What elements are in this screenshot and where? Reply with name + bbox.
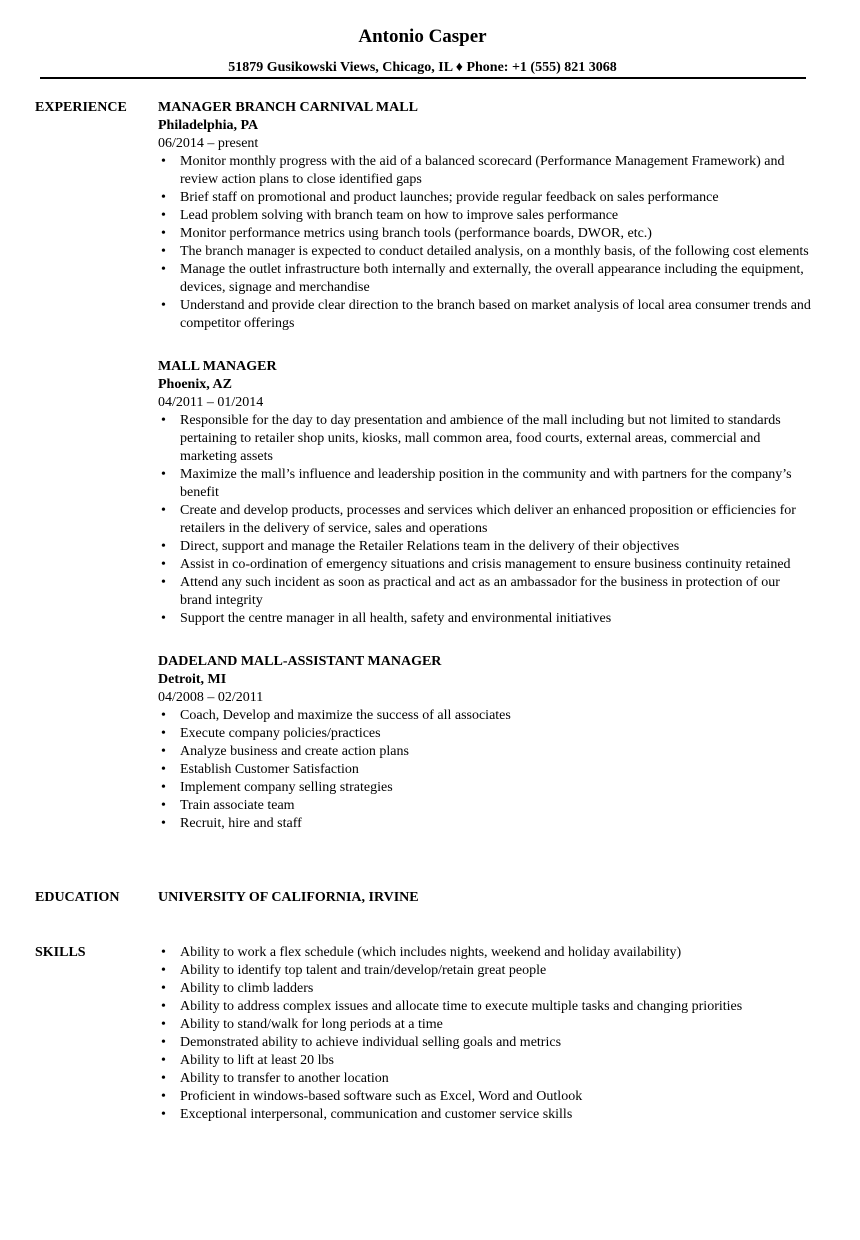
skill-item: • Ability to lift at least 20 lbs <box>158 1052 813 1070</box>
job-bullet: • Monitor performance metrics using branch tools (performance boards, DWOR, etc.) <box>158 225 813 243</box>
education-heading: EDUCATION <box>35 890 120 905</box>
job-bullet: • Analyze business and create action plans <box>158 743 813 761</box>
skill-item: • Exceptional interpersonal, communication and customer service skills <box>158 1106 813 1124</box>
job-bullet: • Train associate team <box>158 797 813 815</box>
job-entry <box>158 99 813 333</box>
job-title: DADELAND MALL-ASSISTANT MANAGER <box>158 654 442 669</box>
job-dates: 04/2008 – 02/2011 <box>158 690 264 705</box>
job-bullet: • Recruit, hire and staff <box>158 815 813 833</box>
job-bullets <box>158 153 813 333</box>
skill-item: • Ability to stand/walk for long periods at a time <box>158 1016 813 1034</box>
job-bullet: • Create and develop products, processes and services which deliver an enhanced proposition or efficiencies for retailers in the delivery of service, sales and operations <box>158 502 813 538</box>
job-bullet: • Direct, support and manage the Retailer Relations team in the delivery of their objectives <box>158 538 813 556</box>
job-bullet: • Implement company selling strategies <box>158 779 813 797</box>
skills-list <box>158 944 813 1124</box>
skill-item: • Proficient in windows-based software such as Excel, Word and Outlook <box>158 1088 813 1106</box>
skill-item: • Demonstrated ability to achieve individual selling goals and metrics <box>158 1034 813 1052</box>
school-name: UNIVERSITY OF CALIFORNIA, IRVINE <box>158 890 419 905</box>
job-entry <box>158 653 813 833</box>
job-bullet: • Establish Customer Satisfaction <box>158 761 813 779</box>
job-bullet: • Brief staff on promotional and product launches; provide regular feedback on sales performance <box>158 189 813 207</box>
job-location: Detroit, MI <box>158 672 227 687</box>
job-bullets <box>158 707 813 833</box>
header-divider <box>40 77 806 79</box>
skill-item: • Ability to transfer to another location <box>158 1070 813 1088</box>
skill-item: • Ability to identify top talent and train/develop/retain great people <box>158 962 813 980</box>
job-bullet: • Execute company policies/practices <box>158 725 813 743</box>
skill-item: • Ability to climb ladders <box>158 980 813 998</box>
job-bullet: • Attend any such incident as soon as practical and act as an ambassador for the business in protection of our brand integrity <box>158 574 813 610</box>
skill-item: • Ability to address complex issues and allocate time to execute multiple tasks and changing priorities <box>158 998 813 1016</box>
job-bullet: • Understand and provide clear direction to the branch based on market analysis of local area consumer trends and competitor offerings <box>158 297 813 333</box>
job-bullets <box>158 412 813 628</box>
job-bullet: • Support the centre manager in all health, safety and environmental initiatives <box>158 610 813 628</box>
experience-heading: EXPERIENCE <box>35 100 127 115</box>
job-title: MANAGER BRANCH CARNIVAL MALL <box>158 100 418 115</box>
job-dates: 04/2011 – 01/2014 <box>158 395 264 410</box>
skills-body <box>158 944 813 1124</box>
education-body <box>158 889 813 907</box>
job-dates: 06/2014 – present <box>158 136 259 151</box>
job-bullet: • The branch manager is expected to conduct detailed analysis, on a monthly basis, of the following cost elements <box>158 243 813 261</box>
skill-item: • Ability to work a flex schedule (which includes nights, weekend and holiday availability) <box>158 944 813 962</box>
experience-body <box>158 99 813 858</box>
job-bullet: • Monitor monthly progress with the aid of a balanced scorecard (Performance Management Framework) and review action plans to close identified gaps <box>158 153 813 189</box>
job-bullet: • Coach, Develop and maximize the success of all associates <box>158 707 813 725</box>
skills-heading: SKILLS <box>35 945 86 960</box>
job-bullet: • Responsible for the day to day presentation and ambience of the mall including but not limited to standards pertaining to retailer shop units, kiosks, mall common area, food courts, external areas, commercial and marketing assets <box>158 412 813 466</box>
contact-line: 51879 Gusikowski Views, Chicago, IL ♦ Phone: +1 (555) 821 3068 <box>228 60 617 75</box>
job-bullet: • Assist in co-ordination of emergency situations and crisis management to ensure business continuity retained <box>158 556 813 574</box>
job-entry <box>158 358 813 628</box>
job-title: MALL MANAGER <box>158 359 277 374</box>
job-location: Philadelphia, PA <box>158 118 259 133</box>
job-bullet: • Manage the outlet infrastructure both internally and externally, the overall appearance including the equipment, devices, signage and merchandise <box>158 261 813 297</box>
job-bullet: • Maximize the mall’s influence and leadership position in the community and with partners for the company’s benefit <box>158 466 813 502</box>
job-location: Phoenix, AZ <box>158 377 232 392</box>
job-bullet: • Lead problem solving with branch team on how to improve sales performance <box>158 207 813 225</box>
candidate-name: Antonio Casper <box>358 26 487 47</box>
